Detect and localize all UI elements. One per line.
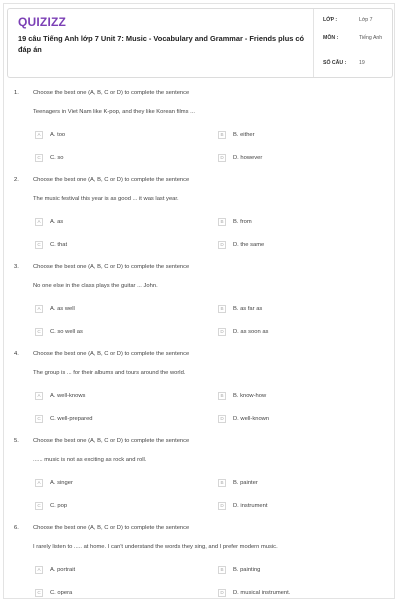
option-letter-box[interactable]: B [218,218,226,226]
worksheet-title: 19 câu Tiếng Anh lớp 7 Unit 7: Music - Vocabulary and Grammar - Friends plus có đáp án [18,34,305,54]
option-text: A. portrait [50,567,76,573]
option-text: C. so [50,155,64,161]
option-text: D. as soon as [233,329,269,335]
option-text: D. instrument [233,503,268,509]
option-letter-box[interactable]: D [218,589,226,597]
question-number: 5. [14,438,19,444]
grade-label: LỚP : [323,17,338,23]
option-letter-box[interactable]: C [35,589,43,597]
subject-label: MÔN : [323,35,339,41]
question-instruction: Choose the best one (A, B, C or D) to complete the sentence [33,90,190,96]
option-text: A. well-knows [50,393,86,399]
option-text: A. as well [50,306,75,312]
option-text: D. musical instrument. [233,590,291,596]
option-letter-box[interactable]: D [218,502,226,510]
question-number: 3. [14,264,19,270]
question-instruction: Choose the best one (A, B, C or D) to complete the sentence [33,177,190,183]
option-text: A. singer [50,480,73,486]
option-text: B. painter [233,480,258,486]
question-stem: ...... music is not as exciting as rock and roll. [33,457,147,463]
header-divider [313,9,314,77]
option-letter-box[interactable]: A [35,392,43,400]
option-letter-box[interactable]: A [35,131,43,139]
option-text: D. however [233,155,263,161]
option-letter-box[interactable]: C [35,415,43,423]
option-letter-box[interactable]: A [35,566,43,574]
question-number: 4. [14,351,19,357]
option-letter-box[interactable]: B [218,392,226,400]
grade-value: Lớp 7 [359,17,373,23]
option-text: C. well-prepared [50,416,93,422]
option-letter-box[interactable]: C [35,502,43,510]
option-text: A. as [50,219,64,225]
subject-value: Tiếng Anh [359,35,383,41]
option-text: B. from [233,219,252,225]
option-letter-box[interactable]: D [218,241,226,249]
option-letter-box[interactable]: B [218,566,226,574]
question-number: 1. [14,90,19,96]
option-letter-box[interactable]: D [218,154,226,162]
option-text: C. so well as [50,329,83,335]
option-letter-box[interactable]: C [35,241,43,249]
question-stem: No one else in the class plays the guitar ... John. [33,283,158,289]
question-instruction: Choose the best one (A, B, C or D) to complete the sentence [33,351,190,357]
question-count-value: 19 [359,60,365,66]
option-letter-box[interactable]: D [218,328,226,336]
option-text: D. well-known [233,416,270,422]
question-instruction: Choose the best one (A, B, C or D) to complete the sentence [33,438,190,444]
question-number: 6. [14,525,19,531]
option-text: B. either [233,132,255,138]
question-instruction: Choose the best one (A, B, C or D) to complete the sentence [33,525,190,531]
option-letter-box[interactable]: B [218,305,226,313]
option-text: C. pop [50,503,68,509]
option-letter-box[interactable]: A [35,479,43,487]
option-text: D. the same [233,242,265,248]
question-number: 2. [14,177,19,183]
question-instruction: Choose the best one (A, B, C or D) to complete the sentence [33,264,190,270]
question-stem: I rarely listen to ..... at home. I can't understand the words they sing, and I prefer modern music. [33,544,278,550]
option-text: C. opera [50,590,73,596]
option-letter-box[interactable]: C [35,328,43,336]
option-letter-box[interactable]: B [218,479,226,487]
option-text: B. painting [233,567,261,573]
question-stem: Teenagers in Viet Nam like K-pop, and they like Korean films ... [33,109,195,115]
option-text: A. too [50,132,66,138]
option-letter-box[interactable]: C [35,154,43,162]
option-text: C. that [50,242,68,248]
option-text: B. as far as [233,306,263,312]
option-letter-box[interactable]: D [218,415,226,423]
question-stem: The group is ... for their albums and tours around the world. [33,370,186,376]
question-count-label: SỐ CÂU : [323,60,347,66]
question-stem: The music festival this year is as good ... it was last year. [33,196,179,202]
option-letter-box[interactable]: B [218,131,226,139]
option-letter-box[interactable]: A [35,305,43,313]
worksheet-header [7,8,393,78]
option-text: B. know-how [233,393,267,399]
option-letter-box[interactable]: A [35,218,43,226]
quizizz-logo: QUIZIZZ [18,15,67,29]
